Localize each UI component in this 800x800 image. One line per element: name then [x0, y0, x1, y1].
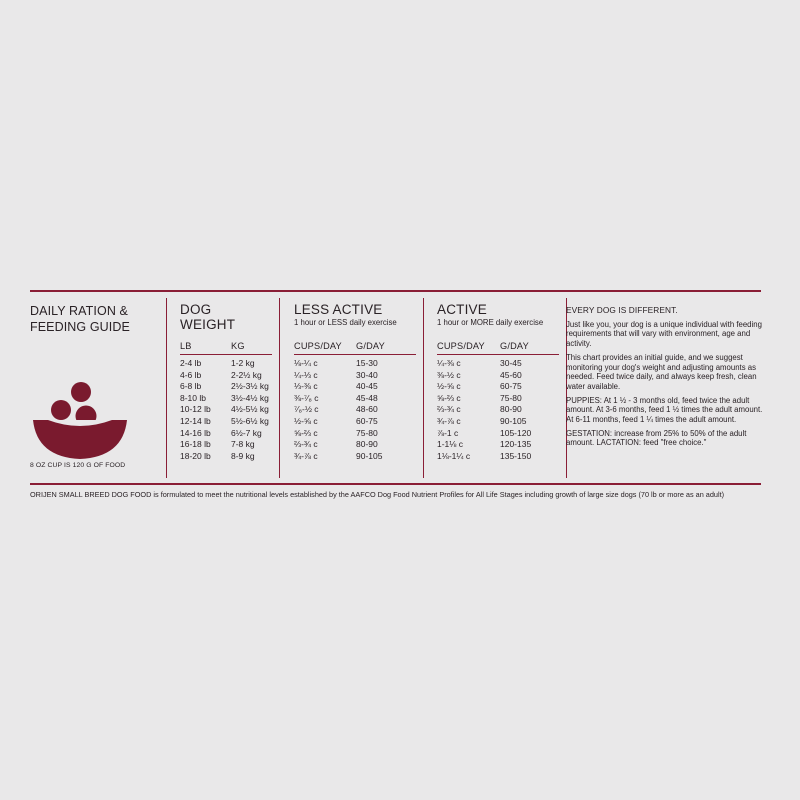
a-g-header: G/DAY: [500, 341, 529, 351]
cell-la-cups: ⅓-⅜ c: [294, 381, 318, 392]
cell-a-g: 120-135: [500, 439, 532, 450]
cell-la-cups: ½-⅝ c: [294, 415, 318, 426]
cell-kg: 7-8 kg: [231, 439, 255, 450]
notes-column: [566, 306, 764, 452]
cell-la-cups: ⁷⁄₈-½ c: [294, 404, 319, 415]
cell-la-cups: ⅜-⁷⁄₈ c: [294, 392, 319, 403]
cell-a-cups: 1-1⅛ c: [437, 439, 463, 450]
cell-a-g: 75-80: [500, 392, 522, 403]
a-cups-header: CUPS/DAY: [437, 341, 485, 351]
cell-lb: 8-10 lb: [180, 392, 206, 403]
ration-table: [30, 358, 566, 462]
cell-lb: 12-14 lb: [180, 415, 211, 426]
table-row: [30, 439, 566, 451]
cell-la-g: 30-40: [356, 369, 378, 380]
cell-a-cups: 1⅛-1¼ c: [437, 450, 471, 461]
table-row: [30, 358, 566, 370]
cell-la-cups: ⅝-⅔ c: [294, 427, 318, 438]
table-row: [30, 404, 566, 416]
cell-a-cups: ½-⅝ c: [437, 381, 461, 392]
la-cups-header: CUPS/DAY: [294, 341, 342, 351]
cell-a-g: 30-45: [500, 358, 522, 368]
cell-la-g: 45-48: [356, 392, 378, 403]
table-row: [30, 393, 566, 405]
cell-la-g: 48-60: [356, 404, 378, 415]
notes-heading: EVERY DOG IS DIFFERENT.: [566, 305, 678, 315]
cell-a-cups: ⅝-⅔ c: [437, 392, 461, 403]
cell-a-g: 60-75: [500, 381, 522, 392]
cell-lb: 10-12 lb: [180, 404, 211, 415]
cell-a-cups: ⅞-1 c: [437, 427, 459, 438]
table-row: [30, 428, 566, 440]
cell-a-g: 45-60: [500, 369, 522, 380]
less-active-heading: LESS ACTIVE: [294, 302, 383, 317]
table-row: [30, 451, 566, 463]
cell-la-cups: ¾-⅞ c: [294, 450, 318, 461]
cell-kg: 5½-6½ kg: [231, 415, 269, 426]
cell-la-g: 15-30: [356, 358, 378, 368]
cell-a-cups: ⅔-¾ c: [437, 404, 461, 415]
title-line-2: FEEDING GUIDE: [30, 320, 130, 334]
footer-text: ORIJEN SMALL BREED DOG FOOD is formulated to meet the nutritional levels established by the AAFCO Dog Food Nutrient Profiles for All Life Stages including growth of large size dogs (70 lb or more as an adult): [30, 490, 725, 499]
cell-la-cups: ¼-⅓ c: [294, 369, 318, 380]
table-row: [30, 370, 566, 382]
page-title: [30, 303, 165, 335]
table-row: [30, 416, 566, 428]
cell-lb: 6-8 lb: [180, 381, 202, 392]
cell-a-g: 80-90: [500, 404, 522, 415]
weight-heading-line-2: WEIGHT: [180, 317, 236, 332]
cell-lb: 18-20 lb: [180, 450, 211, 461]
cell-kg: 2-2½ kg: [231, 369, 262, 380]
title-line-1: DAILY RATION &: [30, 304, 128, 318]
cell-la-cups: ⅛-¼ c: [294, 358, 318, 368]
cell-kg: 8-9 kg: [231, 450, 255, 461]
notes-paragraph-1: Just like you, your dog is a unique individual with feeding requirements that will vary with environment, age and activity.: [566, 319, 762, 349]
active-heading: ACTIVE: [437, 302, 487, 317]
cell-a-cups: ⅜-½ c: [437, 369, 461, 380]
cell-kg: 2½-3½ kg: [231, 381, 269, 392]
notes-paragraph-puppies: PUPPIES: At 1 ½ - 3 months old, feed twice the adult amount. At 3-6 months, feed 1 ½ times the adult amount. At 6-11 months, feed 1 ¼ times the adult amount.: [566, 395, 763, 425]
cell-a-g: 105-120: [500, 427, 532, 438]
less-active-sub: 1 hour or LESS daily exercise: [294, 318, 397, 327]
top-rule: [30, 290, 761, 292]
active-header-rule: [437, 354, 559, 355]
cell-lb: 14-16 lb: [180, 427, 211, 438]
weight-heading: [180, 302, 235, 332]
cell-la-g: 90-105: [356, 450, 383, 461]
table-row: [30, 381, 566, 393]
cell-kg: 4½-5½ kg: [231, 404, 269, 415]
cup-note: 8 OZ CUP IS 120 G OF FOOD: [30, 462, 126, 469]
cell-la-g: 80-90: [356, 439, 378, 450]
cell-a-cups: ¾-⅞ c: [437, 415, 461, 426]
cell-lb: 4-6 lb: [180, 369, 202, 380]
weight-header-rule: [180, 354, 272, 355]
active-sub: 1 hour or MORE daily exercise: [437, 318, 544, 327]
cell-lb: 16-18 lb: [180, 439, 211, 450]
cell-la-g: 60-75: [356, 415, 378, 426]
cell-a-g: 135-150: [500, 450, 532, 461]
cell-kg: 1-2 kg: [231, 358, 255, 368]
la-g-header: G/DAY: [356, 341, 385, 351]
notes-paragraph-2: This chart provides an initial guide, and we suggest monitoring your dog's weight and adjusting amounts as needed. Feed twice daily, and always keep fresh, clean water available.: [566, 352, 757, 391]
cell-lb: 2-4 lb: [180, 358, 202, 368]
less-active-header-rule: [294, 354, 416, 355]
cell-a-cups: ¼-⅜ c: [437, 358, 461, 368]
bottom-rule: [30, 483, 761, 485]
weight-heading-line-1: DOG: [180, 302, 212, 317]
cell-kg: 3½-4½ kg: [231, 392, 269, 403]
feeding-guide-panel: [30, 290, 761, 515]
cell-la-cups: ⅔-¾ c: [294, 439, 318, 450]
cell-kg: 6½-7 kg: [231, 427, 262, 438]
cell-a-g: 90-105: [500, 415, 527, 426]
cell-la-g: 40-45: [356, 381, 378, 392]
col-lb-header: LB: [180, 341, 192, 351]
col-kg-header: KG: [231, 341, 245, 351]
cell-la-g: 75-80: [356, 427, 378, 438]
notes-paragraph-gestation: GESTATION: increase from 25% to 50% of the adult amount. LACTATION: feed "free choice.": [566, 428, 747, 448]
